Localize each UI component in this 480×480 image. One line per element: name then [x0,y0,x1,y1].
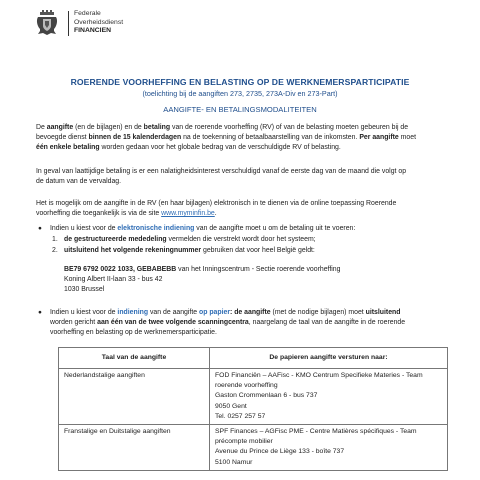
paragraph-electronic: Het is mogelijk om de aangifte in de RV (en haar bijlagen) elektronisch in te dienen via de online toepassing Roerende voorheffing die toegankelijk is via de site www.myminfin.be. [36,200,397,218]
section-heading: AANGIFTE- EN BETALINGSMODALITEITEN [163,105,317,114]
list-number: 1. [52,236,58,243]
table-cell-language: Franstalige en Duitstalige aangiften [59,425,210,471]
org-line-3: FINANCIEN [74,27,112,34]
table-cell-address: SPF Finances – AGFisc PME - Centre Matières spécifiques - Team précompte mobilier Avenue du Prince de Liège 133 - boîte 737 5100 Namur [210,425,448,471]
myminfin-link[interactable]: www.myminfin.be [161,210,215,218]
list-item-structured-message: de gestructureerde mededeling vermelden die verstrekt wordt door het systeem; [64,236,316,243]
logo-divider [68,11,69,36]
table-cell-language: Nederlandstalige aangiften [59,369,210,425]
paragraph-late-payment: In geval van laattijdige betaling is er een nalatigheidsinterest verschuldigd vanaf de eerste dag van de maand die volgt op de datum van de vervaldag. [36,168,407,186]
list-item-account: uitsluitend het volgende rekeningnummer gebruiken dat voor heel België geldt: [64,247,315,254]
org-line-1: Federale [74,10,101,17]
organisation-name [74,10,123,36]
table-header-address: De papieren aangifte versturen naar: [210,348,448,369]
document-subtitle: (toelichting bij de aangiften 273, 2735, 273A-Div en 273-Part) [142,89,338,98]
bullet-dot: ● [38,309,42,316]
bullet-dot: ● [38,225,42,232]
list-number: 2. [52,247,58,254]
scanning-centres-table [58,347,448,471]
table-cell-address: FOD Financiën – AAFisc - KMO Centrum Specifieke Materies - Team roerende voorheffing Gaston Crommenlaan 6 - bus 737 9050 Gent Tel. 0257 257 57 [210,369,448,425]
org-line-2: Overheidsdienst [74,18,124,26]
table-header-row [59,348,448,369]
table-row [59,425,448,471]
account-details: BE79 6792 0022 1033, GEBABEBB van het Inningscentrum - Sectie roerende voorheffing Koning Albert II-laan 33 - bus 42 1030 Brussel [64,266,341,294]
table-row [59,369,448,425]
document-title: ROERENDE VOORHEFFING EN BELASTING OP DE WERKNEMERSPARTICIPATIE [70,77,410,87]
belgian-coat-of-arms-logo [34,10,60,36]
bullet-electronic: Indien u kiest voor de elektronische indiening van de aangifte moet u om de betaling uit te voeren: [50,225,356,232]
paragraph-intro: De aangifte (en de bijlagen) en de betaling van de roerende voorheffing (RV) of van de belasting moeten gebeuren bij de bevoegde dienst binnen de 15 kalenderdagen na de toekenning of betaalbaarstelling van de inkomsten. Per aangifte moet één enkele betaling worden gedaan voor het globale bedrag van de verschuldigde RV of belasting. [36,124,416,152]
table-header-language: Taal van de aangifte [59,348,210,369]
bullet-paper: Indien u kiest voor de indiening van de aangifte op papier: de aangifte (met de nodige bijlagen) moet uitsluitend worden gericht aan één van de twee volgende scanningcentra, naargelang de taal van de aangifte in de roerende voorheffing en belasting op de werknemersparticipatie. [50,309,406,337]
